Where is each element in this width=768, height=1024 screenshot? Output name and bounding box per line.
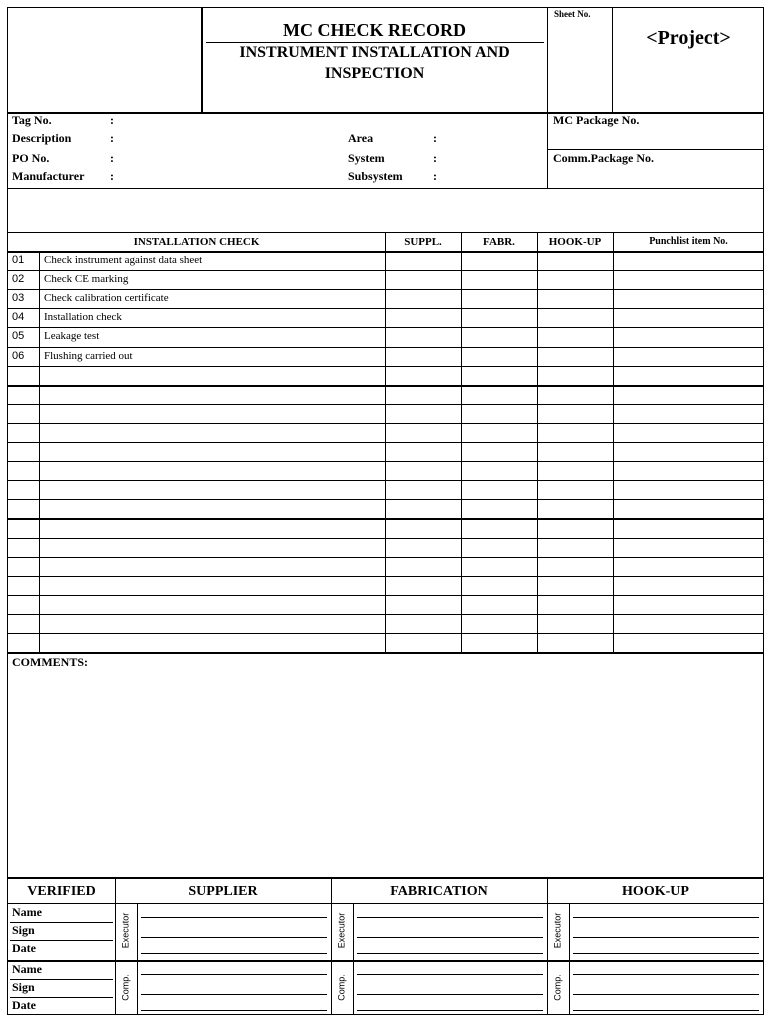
cell-suppl[interactable] <box>386 462 460 479</box>
system-colon: : <box>433 151 437 165</box>
fabrication-comp-label: Comp. <box>336 974 347 1001</box>
cell-hookup[interactable] <box>538 558 612 575</box>
signature-name-label: Name <box>12 962 42 976</box>
table-row-rule <box>8 652 764 654</box>
cell-punchlist[interactable] <box>614 462 763 479</box>
cell-punchlist[interactable] <box>614 386 763 403</box>
subsystem-colon: : <box>433 169 437 183</box>
cell-suppl[interactable] <box>386 252 460 269</box>
cell-suppl[interactable] <box>386 634 460 651</box>
cell-punchlist[interactable] <box>614 271 763 288</box>
header-rule <box>206 42 544 43</box>
cell-hookup[interactable] <box>538 539 612 556</box>
footer-col-rule <box>353 903 354 1014</box>
check-item-description: Flushing carried out <box>44 350 133 362</box>
cell-suppl[interactable] <box>386 328 460 345</box>
hookup-executor-name-line[interactable] <box>573 917 759 918</box>
verified-heading: VERIFIED <box>27 884 96 899</box>
cell-hookup[interactable] <box>538 481 612 498</box>
signature-date-label: Date <box>12 941 36 955</box>
tag-colon: : <box>110 113 114 127</box>
cell-fabr[interactable] <box>462 577 536 594</box>
table-top-rule <box>8 232 764 233</box>
hookup-executor-date-line[interactable] <box>573 953 759 954</box>
hookup-comp-name-line[interactable] <box>573 974 759 975</box>
cell-suppl[interactable] <box>386 519 460 536</box>
header-divider <box>547 8 548 189</box>
cell-suppl[interactable] <box>386 424 460 441</box>
signature-sign-label: Sign <box>12 923 35 937</box>
area-colon: : <box>433 131 437 145</box>
manufacturer-label: Manufacturer <box>12 169 85 183</box>
footer-col-rule <box>569 903 570 1014</box>
cell-fabr[interactable] <box>462 462 536 479</box>
project-name: <Project> <box>646 27 731 49</box>
cell-fabr[interactable] <box>462 596 536 613</box>
signature-label-rule <box>10 922 113 923</box>
po-input[interactable] <box>120 152 340 166</box>
hookup-comp-date-line[interactable] <box>573 1010 759 1011</box>
cell-suppl[interactable] <box>386 405 460 422</box>
cell-punchlist[interactable] <box>614 405 763 422</box>
col-header-check: INSTALLATION CHECK <box>133 236 260 248</box>
hookup-comp-sign-line[interactable] <box>573 994 759 995</box>
check-item-number: 06 <box>12 350 25 362</box>
package-rule <box>548 149 764 150</box>
check-item-number: 01 <box>12 254 25 266</box>
hookup-executor-label: Executor <box>552 912 563 949</box>
cell-hookup[interactable] <box>538 290 612 307</box>
fabrication-executor-label: Executor <box>336 912 347 949</box>
cell-hookup[interactable] <box>538 615 612 632</box>
form-subtitle-line1: INSTRUMENT INSTALLATION AND <box>239 44 510 61</box>
cell-fabr[interactable] <box>462 309 536 326</box>
cell-fabr[interactable] <box>462 367 536 384</box>
check-item-description: Leakage test <box>44 330 100 342</box>
cell-fabr[interactable] <box>462 615 536 632</box>
supplier-comp-label: Comp. <box>120 974 131 1001</box>
cell-hookup[interactable] <box>538 309 612 326</box>
cell-fabr[interactable] <box>462 443 536 460</box>
cell-punchlist[interactable] <box>614 290 763 307</box>
fabrication-comp-sign-line[interactable] <box>357 994 543 995</box>
col-header-hookup: HOOK-UP <box>548 236 602 248</box>
cell-punchlist[interactable] <box>614 348 763 365</box>
signature-sign-label: Sign <box>12 980 35 994</box>
cell-suppl[interactable] <box>386 348 460 365</box>
cell-suppl[interactable] <box>386 577 460 594</box>
cell-punchlist[interactable] <box>614 481 763 498</box>
cell-suppl[interactable] <box>386 309 460 326</box>
cell-hookup[interactable] <box>538 271 612 288</box>
supplier-executor-date-line[interactable] <box>141 953 327 954</box>
cell-punchlist[interactable] <box>614 539 763 556</box>
subsystem-input[interactable] <box>443 170 543 184</box>
cell-punchlist[interactable] <box>614 443 763 460</box>
cell-fabr[interactable] <box>462 405 536 422</box>
form-subtitle-line2: INSPECTION <box>324 65 425 82</box>
description-colon: : <box>110 131 114 145</box>
signature-label-rule <box>10 979 113 980</box>
cell-fabr[interactable] <box>462 519 536 536</box>
check-item-number: 05 <box>12 330 25 342</box>
cell-suppl[interactable] <box>386 596 460 613</box>
fabrication-comp-name-line[interactable] <box>357 974 543 975</box>
check-item-number: 04 <box>12 311 25 323</box>
cell-hookup[interactable] <box>538 577 612 594</box>
comments-label: COMMENTS: <box>12 655 88 669</box>
cell-hookup[interactable] <box>538 252 612 269</box>
cell-hookup[interactable] <box>538 634 612 651</box>
cell-fabr[interactable] <box>462 500 536 517</box>
description-input[interactable] <box>120 132 340 146</box>
info-bottom-rule <box>8 188 764 189</box>
cell-punchlist[interactable] <box>614 309 763 326</box>
area-label: Area <box>348 131 374 145</box>
cell-punchlist[interactable] <box>614 596 763 613</box>
fabrication-comp-date-line[interactable] <box>357 1010 543 1011</box>
check-item-number: 02 <box>12 273 25 285</box>
cell-fabr[interactable] <box>462 424 536 441</box>
cell-punchlist[interactable] <box>614 558 763 575</box>
supplier-executor-label: Executor <box>120 912 131 949</box>
cell-punchlist[interactable] <box>614 328 763 345</box>
comments-input[interactable] <box>12 674 762 874</box>
supplier-comp-name-line[interactable] <box>141 974 327 975</box>
cell-hookup[interactable] <box>538 328 612 345</box>
cell-fabr[interactable] <box>462 271 536 288</box>
area-input[interactable] <box>443 132 543 146</box>
header-divider <box>612 8 613 113</box>
supplier-executor-name-line[interactable] <box>141 917 327 918</box>
check-item-number: 03 <box>12 292 25 304</box>
supplier-executor-sign-line[interactable] <box>141 937 327 938</box>
cell-punchlist[interactable] <box>614 367 763 384</box>
sheet-number-input[interactable] <box>552 60 608 74</box>
signature-label-rule <box>10 997 113 998</box>
cell-hookup[interactable] <box>538 500 612 517</box>
cell-hookup[interactable] <box>538 462 612 479</box>
col-header-punchlist: Punchlist item No. <box>649 236 728 247</box>
cell-punchlist[interactable] <box>614 424 763 441</box>
cell-fabr[interactable] <box>462 386 536 403</box>
cell-hookup[interactable] <box>538 386 612 403</box>
fabrication-executor-date-line[interactable] <box>357 953 543 954</box>
comm-package-input[interactable] <box>553 169 758 183</box>
cell-fabr[interactable] <box>462 634 536 651</box>
fabrication-executor-name-line[interactable] <box>357 917 543 918</box>
cell-hookup[interactable] <box>538 405 612 422</box>
cell-hookup[interactable] <box>538 367 612 384</box>
system-label: System <box>348 151 385 165</box>
check-item-description: Check calibration certificate <box>44 292 169 304</box>
fabrication-executor-sign-line[interactable] <box>357 937 543 938</box>
col-header-fabr: FABR. <box>483 236 515 248</box>
check-item-description: Installation check <box>44 311 122 323</box>
fabrication-heading: FABRICATION <box>390 884 488 899</box>
cell-fabr[interactable] <box>462 481 536 498</box>
cell-punchlist[interactable] <box>614 519 763 536</box>
cell-punchlist[interactable] <box>614 634 763 651</box>
system-input[interactable] <box>443 152 543 166</box>
cell-suppl[interactable] <box>386 367 460 384</box>
cell-suppl[interactable] <box>386 443 460 460</box>
cell-suppl[interactable] <box>386 290 460 307</box>
subsystem-label: Subsystem <box>348 169 403 183</box>
po-colon: : <box>110 151 114 165</box>
mc-package-label: MC Package No. <box>553 113 640 127</box>
form-title: MC CHECK RECORD <box>283 20 466 40</box>
manufacturer-input[interactable] <box>120 170 340 184</box>
tag-label: Tag No. <box>12 113 52 127</box>
comm-package-label: Comm.Package No. <box>553 151 654 165</box>
cell-hookup[interactable] <box>538 596 612 613</box>
supplier-comp-date-line[interactable] <box>141 1010 327 1011</box>
manufacturer-colon: : <box>110 169 114 183</box>
mc-package-input[interactable] <box>553 131 758 145</box>
cell-hookup[interactable] <box>538 348 612 365</box>
cell-fabr[interactable] <box>462 348 536 365</box>
cell-fabr[interactable] <box>462 558 536 575</box>
signature-label-rule <box>10 940 113 941</box>
cell-fabr[interactable] <box>462 252 536 269</box>
supplier-heading: SUPPLIER <box>188 884 258 899</box>
check-item-description: Check instrument against data sheet <box>44 254 203 266</box>
check-item-description: Check CE marking <box>44 273 129 285</box>
cell-hookup[interactable] <box>538 424 612 441</box>
sheet-number-label: Sheet No. <box>554 9 591 19</box>
cell-suppl[interactable] <box>386 615 460 632</box>
cell-fabr[interactable] <box>462 328 536 345</box>
cell-punchlist[interactable] <box>614 500 763 517</box>
cell-punchlist[interactable] <box>614 615 763 632</box>
cell-suppl[interactable] <box>386 481 460 498</box>
footer-col-rule <box>137 903 138 1014</box>
description-label: Description <box>12 131 72 145</box>
cell-punchlist[interactable] <box>614 252 763 269</box>
hookup-comp-label: Comp. <box>552 974 563 1001</box>
col-header-suppl: SUPPL. <box>404 236 442 248</box>
cell-suppl[interactable] <box>386 539 460 556</box>
footer-top-rule <box>8 877 764 879</box>
cell-suppl[interactable] <box>386 558 460 575</box>
tag-input[interactable] <box>120 114 340 128</box>
cell-fabr[interactable] <box>462 539 536 556</box>
cell-hookup[interactable] <box>538 443 612 460</box>
cell-hookup[interactable] <box>538 519 612 536</box>
cell-suppl[interactable] <box>386 500 460 517</box>
po-label: PO No. <box>12 151 50 165</box>
cell-fabr[interactable] <box>462 290 536 307</box>
cell-suppl[interactable] <box>386 271 460 288</box>
cell-suppl[interactable] <box>386 386 460 403</box>
signature-name-label: Name <box>12 905 42 919</box>
hookup-heading: HOOK-UP <box>622 884 689 899</box>
supplier-comp-sign-line[interactable] <box>141 994 327 995</box>
cell-punchlist[interactable] <box>614 577 763 594</box>
signature-date-label: Date <box>12 998 36 1012</box>
hookup-executor-sign-line[interactable] <box>573 937 759 938</box>
